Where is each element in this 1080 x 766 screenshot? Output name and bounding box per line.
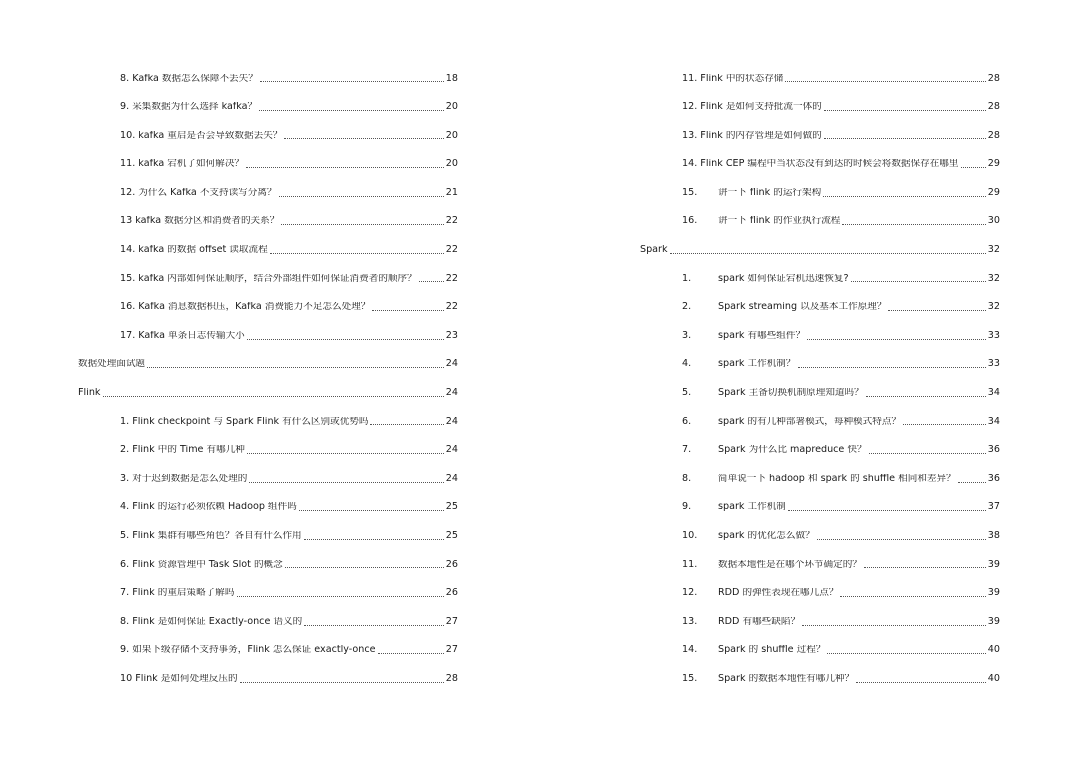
toc-entry-title: Spark 的 shuffle 过程？ <box>718 645 826 655</box>
toc-page-number: 32 <box>987 301 1000 313</box>
dot-leader <box>249 481 443 483</box>
toc-entry[interactable] <box>78 607 458 636</box>
dot-leader <box>888 309 985 311</box>
toc-entry-title: spark 的优化怎么做？ <box>718 531 815 541</box>
toc-page-number: 40 <box>987 644 1000 656</box>
toc-entry-title: 13. Flink 的内存管理是如何做的 <box>682 130 822 141</box>
dot-leader <box>304 538 444 540</box>
toc-page-number: 22 <box>445 215 458 227</box>
toc-entry-title: RDD 的弹性表现在哪几点？ <box>718 588 839 598</box>
toc-entry[interactable] <box>640 664 1000 693</box>
dot-leader <box>802 624 986 626</box>
toc-entry-number: 2. <box>682 301 692 313</box>
toc-section-heading[interactable] <box>640 236 1000 265</box>
toc-entry[interactable] <box>78 550 458 579</box>
toc-entry-number: 7. <box>682 444 692 456</box>
toc-page-number: 29 <box>987 158 1000 170</box>
toc-page-number: 20 <box>445 129 458 141</box>
dot-leader <box>961 166 986 168</box>
toc-entry-number: 11. <box>682 558 698 570</box>
toc-page-number: 32 <box>987 272 1000 284</box>
toc-entry[interactable] <box>640 522 1000 551</box>
dot-leader <box>370 423 443 425</box>
toc-entry-number: 14. <box>682 644 698 656</box>
toc-page-number: 26 <box>445 558 458 570</box>
toc-entry[interactable] <box>78 493 458 522</box>
toc-page-number: 20 <box>445 101 458 113</box>
toc-entry[interactable] <box>640 93 1000 122</box>
dot-leader <box>798 366 986 368</box>
dot-leader <box>285 566 444 568</box>
toc-entry-number: 12. <box>682 587 698 599</box>
toc-entry[interactable] <box>640 264 1000 293</box>
toc-page-number: 22 <box>445 301 458 313</box>
toc-entry-number: 8. <box>682 472 692 484</box>
toc-entry-title: 数据本地性是在哪个环节确定的？ <box>718 559 862 570</box>
dot-leader <box>824 137 986 139</box>
toc-entry-number: 5. <box>682 387 692 399</box>
toc-entry-title: Spark <box>640 245 668 255</box>
toc-page-number: 36 <box>987 472 1000 484</box>
toc-entry[interactable] <box>78 207 458 236</box>
toc-entry[interactable] <box>78 464 458 493</box>
toc-entry[interactable] <box>640 493 1000 522</box>
toc-page-number: 24 <box>445 444 458 456</box>
toc-page-number: 24 <box>445 387 458 399</box>
toc-page-number: 22 <box>445 244 458 256</box>
toc-entry[interactable] <box>78 150 458 179</box>
toc-page-number: 37 <box>987 501 1000 513</box>
toc-entry-title: spark 有哪些组件？ <box>718 330 806 341</box>
dot-leader <box>279 195 444 197</box>
toc-entry[interactable] <box>78 121 458 150</box>
dot-leader <box>824 109 986 111</box>
toc-entry[interactable] <box>78 522 458 551</box>
toc-entry-title: 14. Flink CEP 编程中当状态没有到达的时候会将数据保存在哪里 <box>682 159 959 169</box>
toc-entry-title: RDD 有哪些缺陷？ <box>718 616 801 627</box>
toc-entry-title: Spark 主备切换机制原理知道吗？ <box>718 388 864 398</box>
dot-leader <box>864 566 986 568</box>
dot-leader <box>827 652 985 654</box>
toc-entry-title: 10. kafka 重启是否会导致数据丢失？ <box>120 130 283 141</box>
toc-entry-title: 讲一下 flink 的运行架构 <box>718 187 822 198</box>
toc-entry[interactable] <box>640 64 1000 93</box>
toc-entry-title: 3. 对于迟到数据是怎么处理的 <box>120 473 248 484</box>
toc-entry-title: spark 如何保证宕机迅速恢复? <box>718 273 849 284</box>
toc-left-list <box>78 64 458 693</box>
dot-leader <box>817 538 986 540</box>
toc-entry-title: 11. Flink 中的状态存储 <box>682 73 784 84</box>
toc-entry[interactable] <box>640 150 1000 179</box>
toc-page-number: 24 <box>445 415 458 427</box>
toc-entry[interactable] <box>78 93 458 122</box>
dot-leader <box>788 509 986 511</box>
dot-leader <box>807 338 986 340</box>
toc-entry-title: 15. kafka 内部如何保证顺序，结合外部组件如何保证消费者的顺序？ <box>120 273 417 284</box>
dot-leader <box>247 452 444 454</box>
toc-page-number: 40 <box>987 672 1000 684</box>
dot-leader <box>851 280 986 282</box>
toc-entry[interactable] <box>78 64 458 93</box>
toc-entry-title: 7. Flink 的重启策略了解吗 <box>120 588 235 598</box>
toc-entry[interactable] <box>78 407 458 436</box>
toc-page-number: 28 <box>987 129 1000 141</box>
toc-entry[interactable] <box>78 264 458 293</box>
dot-leader <box>299 509 444 511</box>
dot-leader <box>237 595 444 597</box>
toc-page-number: 28 <box>987 101 1000 113</box>
toc-entry[interactable] <box>78 293 458 322</box>
toc-entry-number: 9. <box>682 501 692 513</box>
toc-page-number: 39 <box>987 615 1000 627</box>
toc-page-number: 28 <box>987 72 1000 84</box>
toc-entry[interactable] <box>640 178 1000 207</box>
toc-page-number: 23 <box>445 329 458 341</box>
toc-entry-number: 3. <box>682 329 692 341</box>
toc-entry[interactable] <box>640 579 1000 608</box>
toc-section-heading[interactable] <box>78 350 458 379</box>
toc-entry-number: 1. <box>682 272 692 284</box>
toc-entry-title: 简单说一下 hadoop 和 spark 的 shuffle 相同和差异？ <box>718 473 956 484</box>
dot-leader <box>866 395 986 397</box>
toc-entry[interactable] <box>640 464 1000 493</box>
toc-entry[interactable] <box>78 321 458 350</box>
toc-entry[interactable] <box>640 550 1000 579</box>
dot-leader <box>869 452 986 454</box>
toc-entry-title: 12. 为什么 Kafka 不支持读写分离？ <box>120 187 277 198</box>
toc-section-heading[interactable] <box>78 379 458 408</box>
toc-entry-title: Spark streaming 以及基本工作原理？ <box>718 302 887 312</box>
toc-page-number: 28 <box>445 672 458 684</box>
toc-entry-title: Spark 的数据本地性有哪几种？ <box>718 673 855 684</box>
dot-leader <box>259 109 444 111</box>
toc-page-number: 21 <box>445 186 458 198</box>
toc-entry-title: spark 工作机制？ <box>718 359 796 370</box>
toc-right-page <box>640 64 1000 693</box>
toc-page-number: 20 <box>445 158 458 170</box>
toc-page-number: 30 <box>987 215 1000 227</box>
toc-entry[interactable] <box>78 579 458 608</box>
toc-entry-title: 10 Flink 是如何处理反压的 <box>120 673 238 684</box>
toc-entry-title: Spark 为什么比 mapreduce 快？ <box>718 445 867 455</box>
toc-entry-title: 14. kafka 的数据 offset 读取流程 <box>120 245 268 255</box>
toc-entry[interactable] <box>78 178 458 207</box>
dot-leader <box>903 423 986 425</box>
toc-entry[interactable] <box>640 607 1000 636</box>
toc-entry[interactable] <box>640 636 1000 665</box>
dot-leader <box>785 80 985 82</box>
toc-entry[interactable] <box>78 636 458 665</box>
toc-page-number: 27 <box>445 644 458 656</box>
dot-leader <box>246 166 444 168</box>
toc-page-number: 26 <box>445 587 458 599</box>
dot-leader <box>378 652 444 654</box>
dot-leader <box>240 681 444 683</box>
dot-leader <box>372 309 443 311</box>
toc-entry-title: 12. Flink 是如何支持批流一体的 <box>682 102 822 112</box>
toc-entry[interactable] <box>78 664 458 693</box>
dot-leader <box>840 595 985 597</box>
toc-entry-title: 11. kafka 宕机了如何解决？ <box>120 159 245 169</box>
toc-entry-number: 13. <box>682 615 698 627</box>
toc-page-number: 39 <box>987 587 1000 599</box>
toc-entry[interactable] <box>640 293 1000 322</box>
toc-page-number: 36 <box>987 444 1000 456</box>
dot-leader <box>419 280 444 282</box>
toc-page-number: 32 <box>987 244 1000 256</box>
dot-leader <box>247 338 444 340</box>
toc-entry-title: 1. Flink checkpoint 与 Spark Flink 有什么区别或优势吗 <box>120 416 369 427</box>
toc-entry-title: 8. Kafka 数据怎么保障不丢失？ <box>120 73 258 84</box>
toc-entry-title: spark 工作机制 <box>718 502 786 512</box>
toc-left-page <box>78 64 458 693</box>
dot-leader <box>281 223 443 225</box>
toc-entry[interactable] <box>78 436 458 465</box>
toc-entry[interactable] <box>640 121 1000 150</box>
toc-entry-title: Flink <box>78 388 101 398</box>
toc-page-number: 39 <box>987 558 1000 570</box>
dot-leader <box>823 195 986 197</box>
toc-entry[interactable] <box>640 436 1000 465</box>
toc-entry[interactable] <box>78 236 458 265</box>
toc-page-number: 34 <box>987 387 1000 399</box>
dot-leader <box>304 624 444 626</box>
toc-entry-number: 15. <box>682 186 698 198</box>
toc-entry-title: 5. Flink 集群有哪些角色？各自有什么作用 <box>120 531 302 541</box>
toc-entry[interactable] <box>640 321 1000 350</box>
toc-entry-title: 2. Flink 中的 Time 有哪几种 <box>120 445 245 455</box>
toc-entry-title: 6. Flink 资源管理中 Task Slot 的概念 <box>120 559 283 570</box>
toc-entry-title: 13 kafka 数据分区和消费者的关系？ <box>120 216 280 227</box>
toc-entry-number: 10. <box>682 530 698 541</box>
toc-entry[interactable] <box>640 407 1000 436</box>
toc-entry-title: 9. 如果下级存储不支持事务，Flink 怎么保证 exactly-once <box>120 645 376 655</box>
toc-page-number: 18 <box>445 72 458 84</box>
toc-page-number: 29 <box>987 186 1000 198</box>
toc-page-number: 27 <box>445 615 458 627</box>
toc-entry-title: 9. 采集数据为什么选择 kafka？ <box>120 102 258 112</box>
toc-page-number: 25 <box>445 530 458 541</box>
dot-leader <box>284 137 443 139</box>
toc-page-number: 33 <box>987 358 1000 370</box>
toc-entry-title: spark 的有几种部署模式，每种模式特点？ <box>718 416 902 427</box>
dot-leader <box>842 223 985 225</box>
toc-entry-title: 数据处理面试题 <box>78 359 146 370</box>
dot-leader <box>270 252 444 254</box>
toc-entry-title: 17. Kafka 单条日志传输大小 <box>120 330 245 341</box>
dot-leader <box>260 80 444 82</box>
dot-leader <box>103 395 444 397</box>
toc-entry-title: 讲一下 flink 的作业执行流程 <box>718 216 841 227</box>
toc-right-list <box>640 64 1000 693</box>
toc-entry[interactable] <box>640 350 1000 379</box>
toc-entry-title: 8. Flink 是如何保证 Exactly-once 语义的 <box>120 616 303 627</box>
toc-page-number: 33 <box>987 329 1000 341</box>
toc-entry-number: 6. <box>682 415 692 427</box>
dot-leader <box>856 681 986 683</box>
toc-page-number: 25 <box>445 501 458 513</box>
dot-leader <box>670 252 986 254</box>
toc-page-number: 24 <box>445 472 458 484</box>
toc-entry-number: 16. <box>682 215 698 227</box>
toc-page-number: 34 <box>987 415 1000 427</box>
toc-page-number: 38 <box>987 530 1000 541</box>
dot-leader <box>958 481 986 483</box>
toc-page-number: 22 <box>445 272 458 284</box>
toc-entry[interactable] <box>640 207 1000 236</box>
toc-entry-title: 16. Kafka 消息数据积压，Kafka 消费能力不足怎么处理？ <box>120 302 371 312</box>
toc-entry-number: 15. <box>682 672 698 684</box>
toc-entry-number: 4. <box>682 358 692 370</box>
toc-entry-title: 4. Flink 的运行必须依赖 Hadoop 组件吗 <box>120 502 297 512</box>
dot-leader <box>147 366 444 368</box>
toc-page-number: 24 <box>445 358 458 370</box>
toc-entry[interactable] <box>640 379 1000 408</box>
